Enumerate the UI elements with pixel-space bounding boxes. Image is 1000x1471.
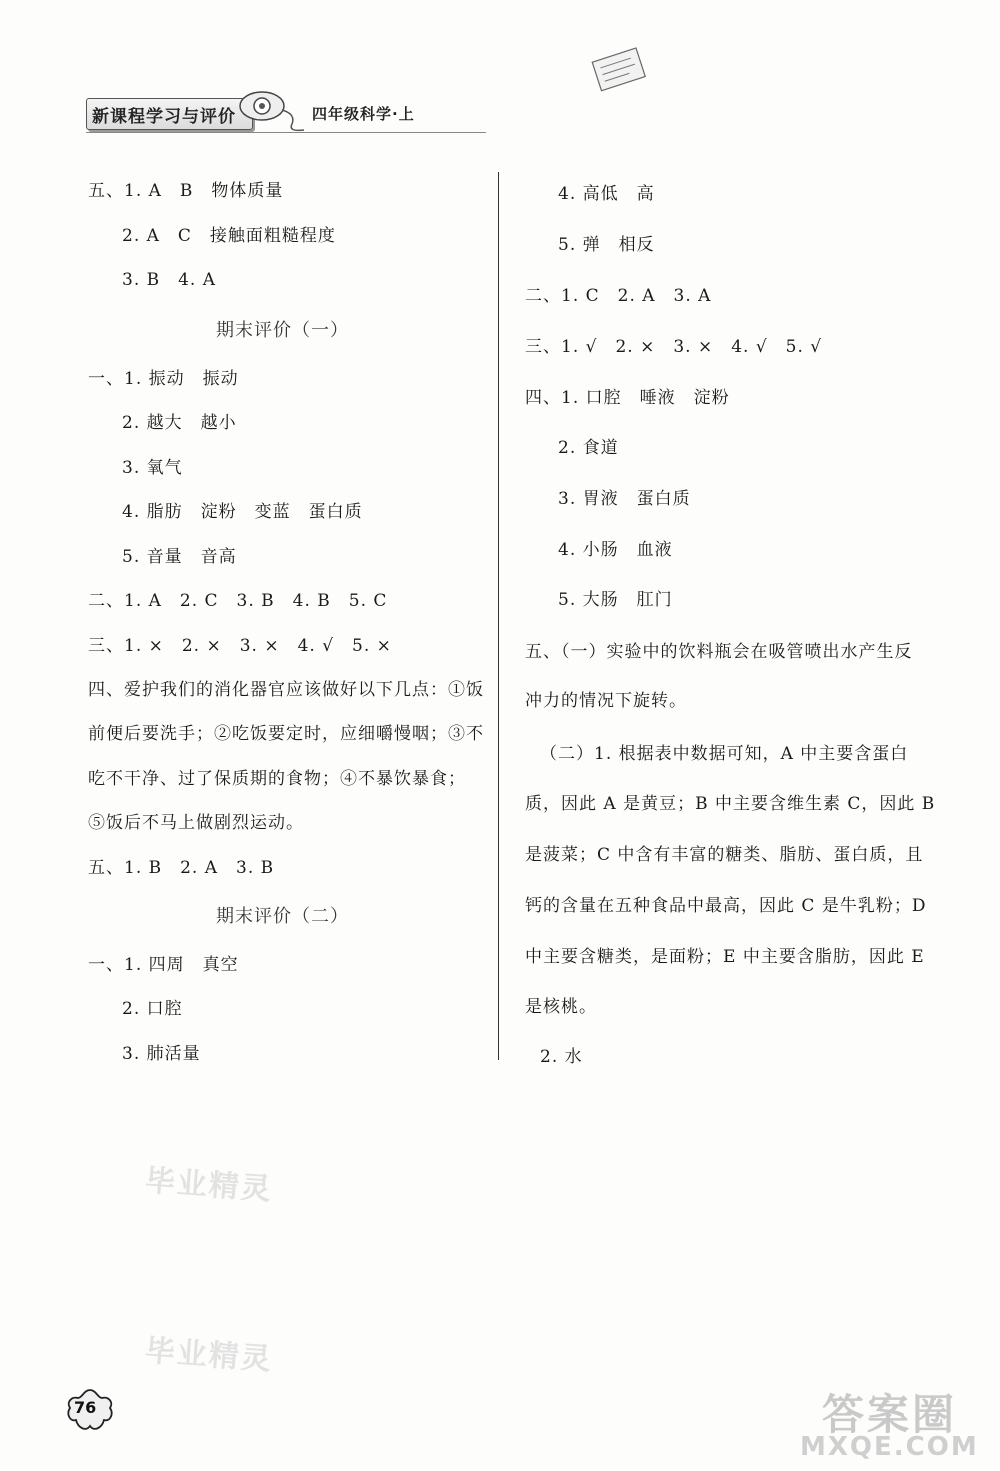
header-rule	[86, 132, 486, 133]
column-divider	[498, 172, 499, 1060]
section-heading: 期末评价（二）	[216, 906, 349, 927]
answer-line: 2. 口腔	[122, 999, 183, 1019]
answer-line: 2. 食道	[558, 438, 619, 458]
page-number: 76	[74, 1398, 97, 1417]
answer-line: 四、爱护我们的消化器官应该做好以下几点：①饭	[88, 680, 484, 700]
section-heading: 期末评价（一）	[216, 320, 349, 341]
series-title: 新课程学习与评价	[92, 107, 236, 127]
answer-line: 前便后要洗手；②吃饭要定时，应细嚼慢咽；③不	[88, 724, 484, 744]
answer-line: 钙的含量在五种食品中最高，因此 C 是牛乳粉；D	[525, 896, 927, 916]
answer-line: 五、1. B 2. A 3. B	[88, 858, 275, 878]
answer-line: ⑤饭后不马上做剧烈运动。	[88, 813, 304, 833]
answer-line: （二）1. 根据表中数据可知，A 中主要含蛋白	[540, 744, 909, 764]
answer-line: 是菠菜；C 中含有丰富的糖类、脂肪、蛋白质，且	[525, 845, 924, 865]
watermark-stamp: 毕业精灵	[143, 1333, 274, 1378]
answer-line: 2. 水	[540, 1047, 583, 1067]
answer-line: 4. 脂肪 淀粉 变蓝 蛋白质	[122, 502, 363, 522]
answer-line: 一、1. 四周 真空	[88, 955, 239, 975]
answer-line: 是核桃。	[525, 997, 597, 1017]
answer-line: 3. 肺活量	[122, 1044, 201, 1064]
corner-url-watermark: MXQE.COM	[800, 1432, 979, 1462]
answer-line: 4. 高低 高	[558, 184, 655, 204]
answer-line: 一、1. 振动 振动	[88, 369, 239, 389]
answer-line: 3. B 4. A	[122, 270, 217, 290]
answer-line: 2. A C 接触面粗糙程度	[122, 226, 336, 246]
answer-line: 五、（一）实验中的饮料瓶会在吸管喷出水产生反	[525, 642, 913, 662]
answer-line: 5. 弹 相反	[558, 235, 655, 255]
answer-line: 四、1. 口腔 唾液 淀粉	[525, 388, 730, 408]
answer-line: 三、1. √ 2. × 3. × 4. √ 5. √	[525, 337, 823, 357]
answer-line: 5. 音量 音高	[122, 547, 237, 567]
corner-logo-watermark: 答案圈	[822, 1390, 958, 1439]
answer-line: 三、1. × 2. × 3. × 4. √ 5. ×	[88, 636, 392, 656]
answer-line: 二、1. C 2. A 3. A	[525, 286, 712, 306]
answer-line: 冲力的情况下旋转。	[525, 691, 687, 711]
answer-line: 3. 胃液 蛋白质	[558, 489, 691, 509]
answer-line: 3. 氧气	[122, 458, 183, 478]
answer-line: 2. 越大 越小	[122, 413, 237, 433]
ticket-doodle-icon	[588, 44, 652, 96]
answer-line: 4. 小肠 血液	[558, 540, 673, 560]
watermark-stamp: 毕业精灵	[143, 1163, 274, 1208]
answer-line: 吃不干净、过了保质期的食物；④不暴饮暴食；	[88, 769, 466, 789]
answer-line: 二、1. A 2. C 3. B 4. B 5. C	[88, 591, 388, 611]
answer-line: 中主要含糖类，是面粉；E 中主要含脂肪，因此 E	[525, 947, 925, 967]
camera-icon	[232, 84, 312, 134]
answer-line: 五、1. A B 物体质量	[88, 181, 284, 201]
subject-label: 四年级科学·上	[312, 105, 415, 123]
answer-line: 质，因此 A 是黄豆；B 中主要含维生素 C，因此 B	[525, 794, 936, 814]
answer-line: 5. 大肠 肛门	[558, 590, 673, 610]
